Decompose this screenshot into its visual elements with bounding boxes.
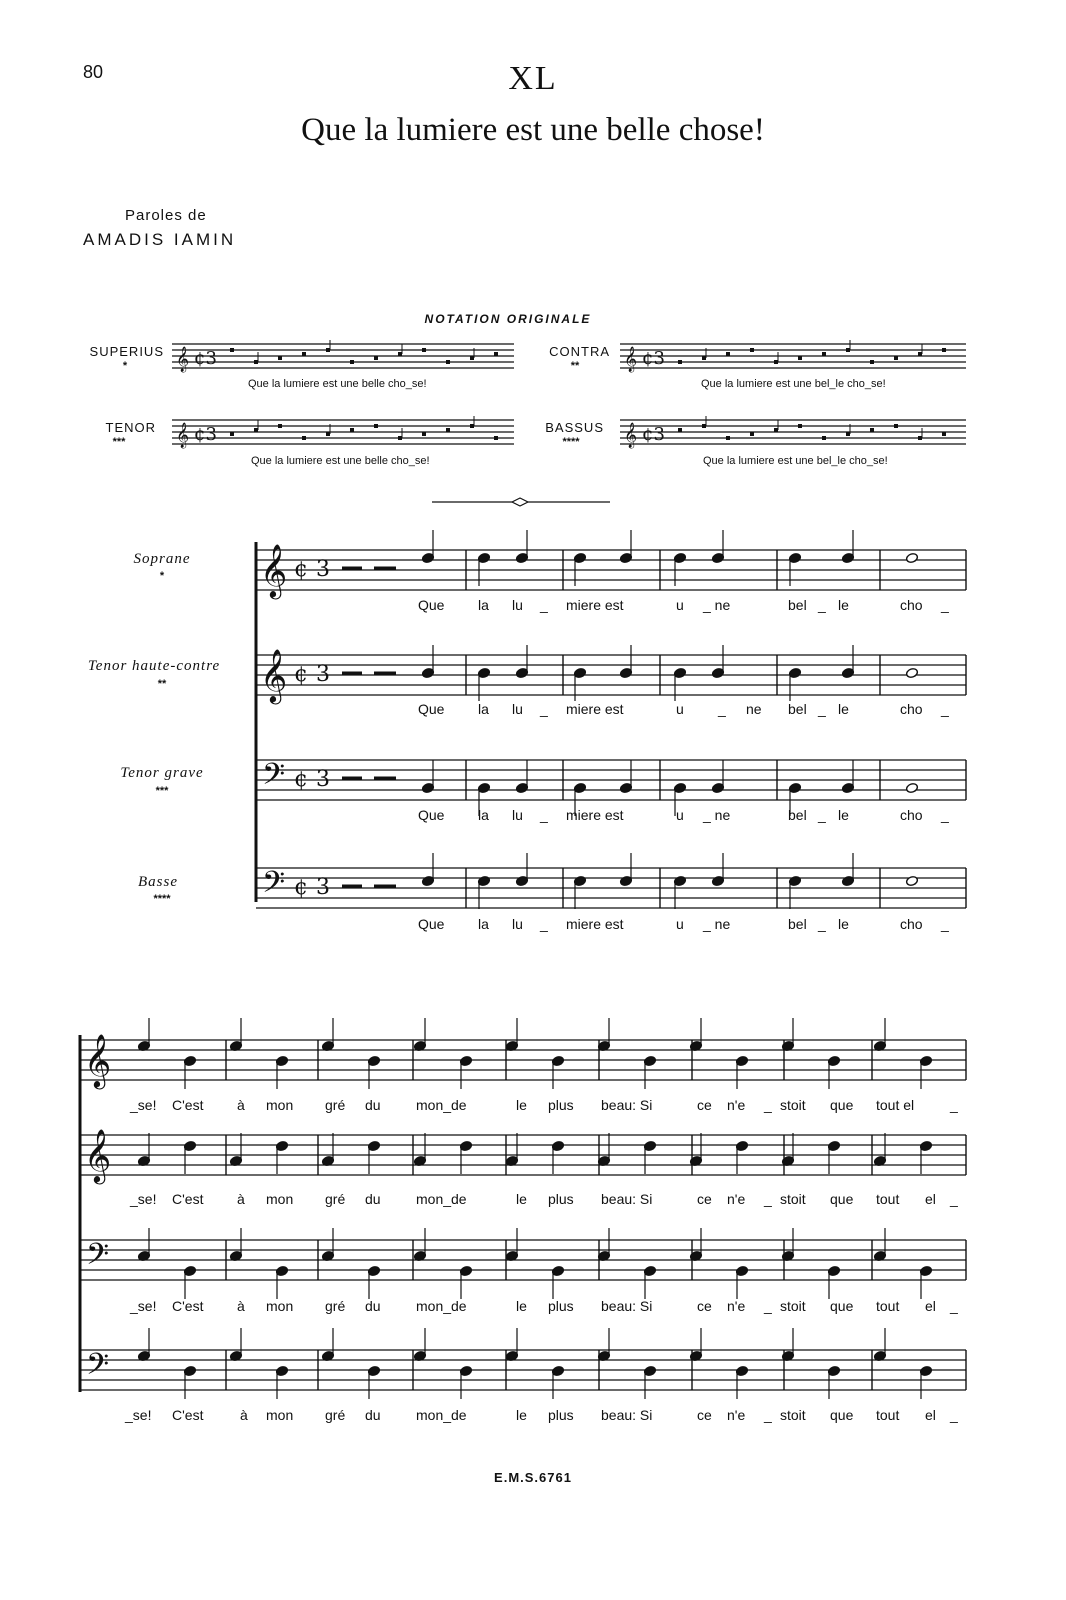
system2-voice3-syllable: _ [950, 1298, 958, 1314]
system2-voice4-syllable: el [925, 1407, 936, 1423]
original-clef-4: 𝄞 [624, 423, 638, 448]
system2-voice4-syllable: n'e [727, 1407, 746, 1423]
system2-voice4-syllable: C'est [172, 1407, 204, 1423]
time-signature: 3 [316, 557, 330, 582]
system1-voice2-syllable: bel [788, 701, 807, 717]
system2-voice2-syllable: le [516, 1191, 527, 1207]
original-note [374, 424, 378, 428]
system2-voice2-syllable: plus [548, 1191, 574, 1207]
system2-voice4-syllable: _ [950, 1407, 958, 1423]
original-mensuration-2: ¢3 [642, 348, 665, 369]
system1-voice1-syllable: _ ne [703, 597, 731, 613]
cut-time: ¢ [294, 662, 308, 687]
original-note [822, 352, 826, 356]
original-voice-tenor: TENOR [105, 420, 156, 435]
system2-voice2-syllable: beau: Si [601, 1191, 653, 1207]
system2-voice3-syllable: beau: Si [601, 1298, 653, 1314]
system2-voice3-syllable: que [830, 1298, 854, 1314]
system2-voice1-syllable: mon_de [416, 1097, 467, 1113]
lyricist-label: Paroles de [125, 207, 207, 224]
system1-voice1-syllable: _ [941, 597, 949, 613]
system1-voice4-syllable: _ [818, 916, 826, 932]
original-note [254, 360, 258, 364]
original-note [398, 352, 402, 356]
system2-voice1-syllable: _ [950, 1097, 958, 1113]
original-note [230, 432, 234, 436]
system1-voice2-syllable: le [838, 701, 849, 717]
system2-voice1-syllable: beau: Si [601, 1097, 653, 1113]
system1-voice4-syllable: le [838, 916, 849, 932]
note [905, 782, 918, 793]
system2-voice1-syllable: mon [266, 1097, 294, 1113]
system2-voice2-syllable: mon [266, 1191, 294, 1207]
original-note [894, 424, 898, 428]
system1-voice1-syllable: la [478, 597, 489, 613]
system2-voice3-syllable: n'e [727, 1298, 746, 1314]
system2-voice4-syllable: à [240, 1407, 248, 1423]
original-clef-3: 𝄞 [176, 423, 190, 448]
system1-voice2-syllable: _ [941, 701, 949, 717]
system1-voice4-syllable: bel [788, 916, 807, 932]
original-note [942, 348, 946, 352]
original-note [798, 424, 802, 428]
original-note [918, 436, 922, 440]
time-signature: 3 [316, 662, 330, 687]
treble-clef: 𝄞 [260, 648, 288, 702]
original-note [446, 360, 450, 364]
original-voice-superius: SUPERIUS [89, 344, 164, 359]
system1-voice1-syllable: u [676, 597, 684, 613]
original-lyric-superius: Que la lumiere est une belle cho_se! [248, 378, 427, 390]
original-notation-heading: NOTATION ORIGINALE [424, 312, 592, 326]
original-voice-superius-stars: * [122, 360, 128, 372]
original-voice-tenor-stars: *** [112, 436, 126, 448]
time-signature: 3 [316, 767, 330, 792]
cut-time: ¢ [294, 875, 308, 900]
original-note [398, 436, 402, 440]
system1-voice4-syllable: miere est [566, 916, 624, 932]
original-note [846, 348, 850, 352]
original-note [494, 352, 498, 356]
system2-voice2-syllable: ce [697, 1191, 712, 1207]
system2-voice4-syllable: que [830, 1407, 854, 1423]
original-lyric-bassus: Que la lumiere est une bel_le cho_se! [703, 455, 888, 467]
system1-voice2-syllable: lu [512, 701, 523, 717]
original-note [750, 432, 754, 436]
original-note [750, 348, 754, 352]
system2-voice4-syllable: _se! [125, 1407, 152, 1423]
system2-voice4-syllable: le [516, 1407, 527, 1423]
original-note [278, 424, 282, 428]
original-note [678, 428, 682, 432]
original-note [470, 356, 474, 360]
system1-voice2-syllable: _ [540, 701, 548, 717]
system2-voice1-syllable: n'e [727, 1097, 746, 1113]
system2-voice1-syllable: à [237, 1097, 245, 1113]
system2-voice4-syllable: beau: Si [601, 1407, 653, 1423]
original-note [822, 436, 826, 440]
system1-voice3-syllable: _ [941, 807, 949, 823]
original-note [350, 428, 354, 432]
original-voice-contra-stars: ** [570, 360, 580, 372]
system2-voice4-syllable: ce [697, 1407, 712, 1423]
page-number: 80 [83, 62, 104, 82]
system1-voice2-syllable: _ [818, 701, 826, 717]
treble-clef: 𝄞 [260, 543, 288, 597]
system2-voice2-syllable: stoit [780, 1191, 806, 1207]
system2-voice1-syllable: tout el [876, 1097, 915, 1113]
system1-voice1-syllable: _ [540, 597, 548, 613]
original-voice-contra: CONTRA [549, 344, 610, 359]
divider-ornament [512, 498, 528, 506]
system1-voice4-syllable: Que [418, 916, 445, 932]
system1-voice1-syllable: Que [418, 597, 445, 613]
system1-voice4-syllable: lu [512, 916, 523, 932]
original-note [678, 360, 682, 364]
system1-voice4-syllable: la [478, 916, 489, 932]
system1-voice2-syllable: _ [718, 701, 726, 717]
note [905, 552, 918, 563]
system2-voice3-syllable: tout [876, 1298, 900, 1314]
system1-voice3-syllable: lu [512, 807, 523, 823]
system1-voice4-syllable: cho [900, 916, 923, 932]
treble-clef: 𝄞 [84, 1033, 112, 1087]
original-note [918, 352, 922, 356]
system2-voice2-syllable: à [237, 1191, 245, 1207]
original-note [326, 348, 330, 352]
system1-voice3-syllable: _ [818, 807, 826, 823]
original-lyric-tenor: Que la lumiere est une belle cho_se! [251, 455, 430, 467]
system1-voice1-syllable: bel [788, 597, 807, 613]
system2-voice2-syllable: gré [325, 1191, 346, 1207]
system1-voice2-syllable: miere est [566, 701, 624, 717]
bass-clef: 𝄢 [86, 1348, 110, 1389]
original-note [774, 428, 778, 432]
system1-voice1-syllable: miere est [566, 597, 624, 613]
system1-voice1-syllable: le [838, 597, 849, 613]
bass-clef: 𝄢 [262, 758, 286, 799]
system1-voice2-syllable: Que [418, 701, 445, 717]
original-mensuration-1: ¢3 [194, 348, 217, 369]
system2-voice1-syllable: plus [548, 1097, 574, 1113]
system1-voice1-syllable: cho [900, 597, 923, 613]
system1-voice2-syllable: cho [900, 701, 923, 717]
original-note [374, 356, 378, 360]
system2-voice3-syllable: mon [266, 1298, 294, 1314]
system2-voice3-syllable: gré [325, 1298, 346, 1314]
system2-voice2-syllable: _ [950, 1191, 958, 1207]
system2-voice2-syllable: que [830, 1191, 854, 1207]
piece-title: Que la lumiere est une belle chose! [301, 112, 765, 148]
voice-stars-basse: **** [153, 893, 171, 905]
bass-clef: 𝄢 [86, 1238, 110, 1279]
system1-voice1-syllable: lu [512, 597, 523, 613]
system1-voice2-syllable: u [676, 701, 684, 717]
original-note [846, 432, 850, 436]
original-note [726, 352, 730, 356]
system2-voice2-syllable: el [925, 1191, 936, 1207]
system2-voice1-syllable: du [365, 1097, 381, 1113]
original-note [326, 432, 330, 436]
system2-voice1-syllable: _ [764, 1097, 772, 1113]
voice-stars-soprane: * [159, 570, 165, 582]
original-note [446, 428, 450, 432]
original-voice-bassus-stars: **** [562, 436, 580, 448]
original-note [702, 356, 706, 360]
original-clef-1: 𝄞 [176, 347, 190, 372]
original-mensuration-4: ¢3 [642, 424, 665, 445]
system2-voice4-syllable: stoit [780, 1407, 806, 1423]
system1-voice3-syllable: Que [418, 807, 445, 823]
system1-voice4-syllable: u [676, 916, 684, 932]
cut-time: ¢ [294, 557, 308, 582]
original-note [302, 436, 306, 440]
original-note [726, 436, 730, 440]
system2-voice4-syllable: _ [764, 1407, 772, 1423]
original-clef-2: 𝄞 [624, 347, 638, 372]
system1-voice3-syllable: le [838, 807, 849, 823]
system2-voice1-syllable: ce [697, 1097, 712, 1113]
system2-voice2-syllable: mon_de [416, 1191, 467, 1207]
original-note [470, 424, 474, 428]
system2-voice2-syllable: du [365, 1191, 381, 1207]
edition-code: E.M.S.6761 [494, 1470, 572, 1485]
lyricist-name: AMADIS IAMIN [83, 230, 237, 249]
system1-voice1-syllable: _ [818, 597, 826, 613]
system2-voice3-syllable: plus [548, 1298, 574, 1314]
system1-voice2-syllable: la [478, 701, 489, 717]
system2-voice4-syllable: gré [325, 1407, 346, 1423]
system2-voice4-syllable: mon_de [416, 1407, 467, 1423]
voice-stars-tenor-grave: *** [155, 785, 169, 797]
cut-time: ¢ [294, 767, 308, 792]
system2-voice4-syllable: plus [548, 1407, 574, 1423]
system2-voice1-syllable: stoit [780, 1097, 806, 1113]
original-voice-bassus: BASSUS [545, 420, 604, 435]
original-note [894, 356, 898, 360]
system2-voice3-syllable: le [516, 1298, 527, 1314]
system1-voice4-syllable: _ ne [703, 916, 731, 932]
original-note [870, 360, 874, 364]
original-note [422, 432, 426, 436]
original-note [774, 360, 778, 364]
system1-voice3-syllable: cho [900, 807, 923, 823]
original-note [278, 356, 282, 360]
system1-voice3-syllable: _ ne [703, 807, 731, 823]
original-note [302, 352, 306, 356]
original-note [702, 424, 706, 428]
original-note [230, 348, 234, 352]
bass-clef: 𝄢 [262, 866, 286, 907]
voice-label-basse: Basse [138, 874, 178, 890]
system2-voice1-syllable: le [516, 1097, 527, 1113]
system2-voice2-syllable: tout [876, 1191, 900, 1207]
voice-label-tenor-grave: Tenor grave [120, 765, 204, 781]
original-note [350, 360, 354, 364]
original-note [942, 432, 946, 436]
system2-voice3-syllable: _se! [130, 1298, 157, 1314]
system2-voice2-syllable: _ [764, 1191, 772, 1207]
system1-voice3-syllable: miere est [566, 807, 624, 823]
original-lyric-contra: Que la lumiere est une bel_le cho_se! [701, 378, 886, 390]
note [905, 667, 918, 678]
original-mensuration-3: ¢3 [194, 424, 217, 445]
original-note [870, 428, 874, 432]
system1-voice4-syllable: _ [941, 916, 949, 932]
piece-number: XL [508, 60, 558, 97]
system1-voice3-syllable: bel [788, 807, 807, 823]
voice-label-tenor-haute-contre: Tenor haute-contre [87, 658, 221, 674]
original-note [494, 436, 498, 440]
original-note [798, 356, 802, 360]
system2-voice2-syllable: n'e [727, 1191, 746, 1207]
system2-voice3-syllable: stoit [780, 1298, 806, 1314]
system2-voice1-syllable: _se! [130, 1097, 157, 1113]
system2-voice1-syllable: gré [325, 1097, 346, 1113]
system1-voice4-syllable: _ [540, 916, 548, 932]
system1-voice3-syllable: la [478, 807, 489, 823]
system2-voice1-syllable: C'est [172, 1097, 204, 1113]
system1-voice2-syllable: ne [746, 701, 762, 717]
note [905, 875, 918, 886]
system1-voice3-syllable: _ [540, 807, 548, 823]
system1-voice3-syllable: u [676, 807, 684, 823]
system2-voice2-syllable: _se! [130, 1191, 157, 1207]
system2-voice3-syllable: _ [764, 1298, 772, 1314]
system2-voice1-syllable: que [830, 1097, 854, 1113]
system2-voice4-syllable: mon [266, 1407, 294, 1423]
voice-stars-tenor-haute-contre: ** [157, 678, 167, 690]
system2-voice2-syllable: C'est [172, 1191, 204, 1207]
time-signature: 3 [316, 875, 330, 900]
system2-voice4-syllable: du [365, 1407, 381, 1423]
system2-voice3-syllable: à [237, 1298, 245, 1314]
voice-label-soprane: Soprane [133, 551, 191, 567]
system2-voice3-syllable: C'est [172, 1298, 204, 1314]
system2-voice3-syllable: du [365, 1298, 381, 1314]
system2-voice3-syllable: el [925, 1298, 936, 1314]
system2-voice3-syllable: mon_de [416, 1298, 467, 1314]
treble-clef: 𝄞 [84, 1128, 112, 1182]
system2-voice3-syllable: ce [697, 1298, 712, 1314]
system2-voice4-syllable: tout [876, 1407, 900, 1423]
original-note [254, 428, 258, 432]
original-note [422, 348, 426, 352]
